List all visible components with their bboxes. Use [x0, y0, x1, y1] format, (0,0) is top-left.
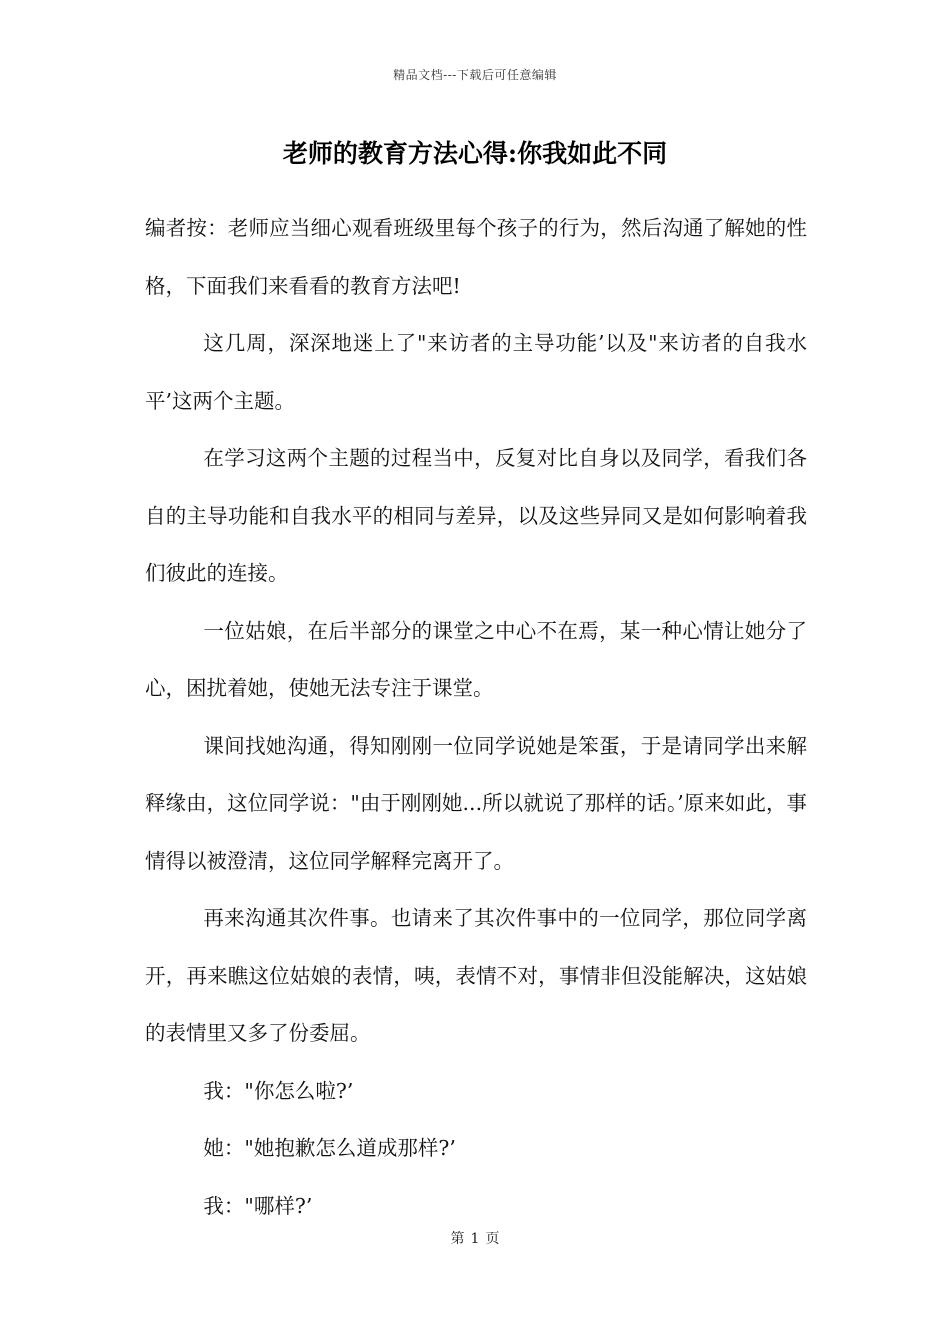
- paragraph: 一位姑娘，在后半部分的课堂之中心不在焉，某一种心情让她分了心，困扰着她，使她无法专注于课堂。: [145, 618, 807, 700]
- header-note: 精品文档---下载后可任意编辑: [393, 68, 557, 82]
- document-title: 老师的教育方法心得:你我如此不同: [282, 139, 668, 168]
- page-label-suffix: 页: [485, 1231, 500, 1247]
- dialogue-line: 我："你怎么啦?’: [203, 1078, 354, 1103]
- dialogue-line: 我："哪样?’: [203, 1193, 313, 1218]
- page-number: 1: [470, 1231, 480, 1247]
- page-label-prefix: 第: [450, 1231, 465, 1247]
- paragraph: 这几周，深深地迷上了"来访者的主导功能’以及"来访者的自我水平’这两个主题。: [145, 331, 807, 413]
- paragraph: 在学习这两个主题的过程当中，反复对比自身以及同学，看我们各自的主导功能和自我水平的相同与差异，以及这些异同又是如何影响着我们彼此的连接。: [145, 446, 807, 585]
- paragraph: 再来沟通其次件事。也请来了其次件事中的一位同学，那位同学离开，再来瞧这位姑娘的表情，咦，表情不对，事情非但没能解决，这姑娘的表情里又多了份委屈。: [145, 906, 807, 1045]
- document-body: [145, 200, 807, 1235]
- paragraph: 课间找她沟通，得知刚刚一位同学说她是笨蛋，于是请同学出来解释缘由，这位同学说："由于刚刚她...所以就说了那样的话。’原来如此，事情得以被澄清，这位同学解释完离开了。: [145, 733, 807, 873]
- dialogue-line: 她："她抱歉怎么道成那样?’: [203, 1136, 456, 1160]
- paragraph-editor-note: 编者按：老师应当细心观看班级里每个孩子的行为，然后沟通了解她的性格，下面我们来看看的教育方法吧!: [145, 216, 807, 298]
- page-footer: [0, 1228, 950, 1248]
